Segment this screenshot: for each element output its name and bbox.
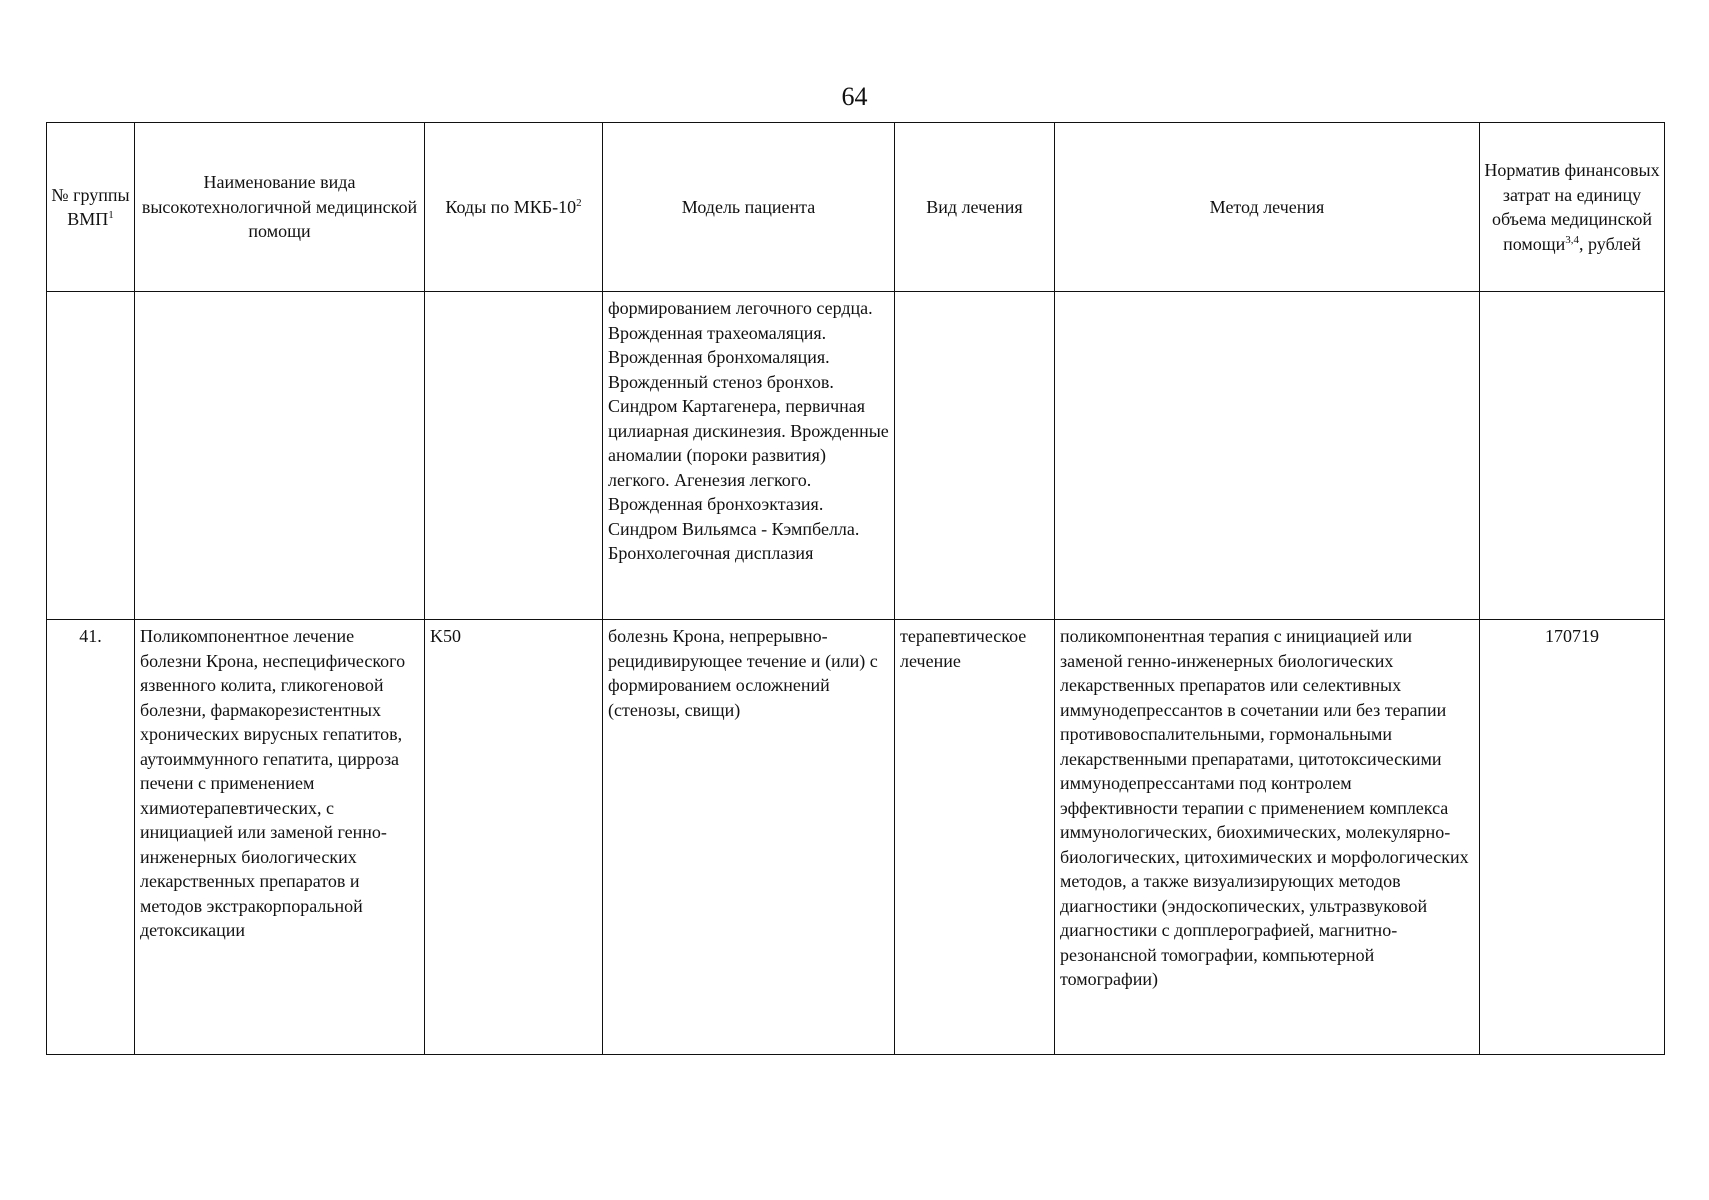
vmp-table [46,122,1665,1055]
cell-group: 41. [47,620,135,1055]
cell-norm: 170719 [1480,620,1665,1055]
cell-method: поликомпонентная терапия с инициацией или заменой генно-инженерных биологических лекарственных препаратов или селективных иммунодепрессантов в сочетании или без терапии противовоспалительными, гормональными лекарственными препаратами, цитотоксическими иммунодепрессантами под контролем эффективности терапии с применением комплекса иммунологических, биохимических, молекулярно-биологических, цитохимических и морфологических методов, а также визуализирующих методов диагностики (эндоскопических, ультразвуковой диагностики с допплерографией, магнитно-резонансной томографии, компьютерной томографии) [1055,620,1480,1055]
header-treatment-type: Вид лечения [895,123,1055,292]
cell-group [47,292,135,620]
table-row [47,620,1665,1055]
header-patient-model: Модель пациента [603,123,895,292]
cell-name: Поликомпонентное лечение болезни Крона, неспецифического язвенного колита, гликогеновой болезни, фармакорезистентных хронических вирусных гепатитов, аутоиммунного гепатита, цирроза печени с применением химиотерапевтических, с инициацией или заменой генно-инженерных биологических лекарственных препаратов и методов экстракорпоральной детоксикации [135,620,425,1055]
cell-type: терапевтическое лечение [895,620,1055,1055]
cell-type [895,292,1055,620]
header-cost-norm: Норматив финансовых затрат на единицу объема медицинской помощи$^{3,4}$, рублей [1480,123,1665,292]
table-header-row [47,123,1665,292]
page-number: 64 [841,82,868,111]
cell-codes: K50 [425,620,603,1055]
header-group-number: № группы ВМП$^1$ [47,123,135,292]
cell-name [135,292,425,620]
cell-model: формированием легочного сердца. Врожденная трахеомаляция. Врожденная бронхомаляция. Врожденный стеноз бронхов. Синдром Картагенера, первичная цилиарная дискинезия. Врожденные аномалии (пороки развития) легкого. Агенезия легкого. Врожденная бронхоэктазия. Синдром Вильямса - Кэмпбелла. Бронхолегочная дисплазия [603,292,895,620]
cell-model: болезнь Крона, непрерывно-рецидивирующее течение и (или) с формированием осложнений (стенозы, свищи) [603,620,895,1055]
header-care-type-name: Наименование вида высокотехнологичной медицинской помощи [135,123,425,292]
cell-codes [425,292,603,620]
header-treatment-method: Метод лечения [1055,123,1480,292]
cell-norm [1480,292,1665,620]
table-row [47,292,1665,620]
cell-method [1055,292,1480,620]
header-icd10-codes: Коды по МКБ-$10^2$ [425,123,603,292]
